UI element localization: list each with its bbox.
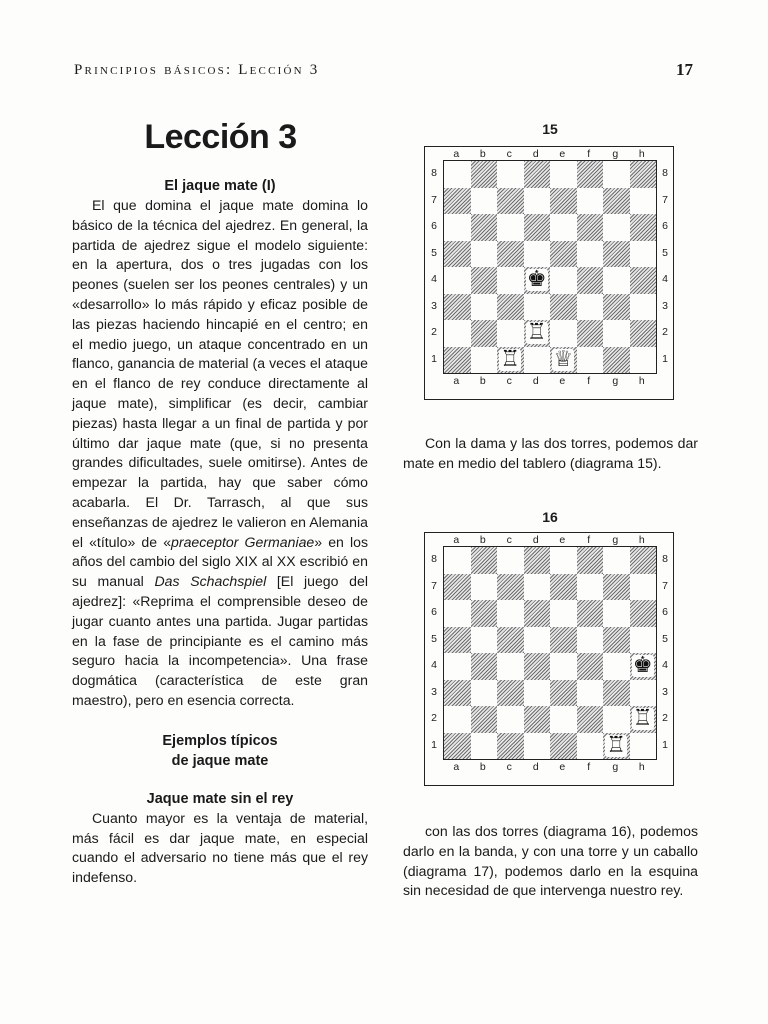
intro-text-b: » en los años del cambio del siglo XIX al XX escribió en su manual — [72, 533, 369, 590]
rank-label-6: 6 — [662, 606, 668, 619]
file-label-e: e — [559, 148, 566, 160]
square-g4 — [603, 653, 630, 680]
square-d4 — [524, 653, 551, 680]
square-h8 — [630, 161, 657, 188]
square-h6 — [630, 214, 657, 241]
square-h7 — [630, 574, 657, 601]
square-f2 — [577, 320, 604, 347]
square-e7 — [550, 188, 577, 215]
rank-label-4: 4 — [662, 273, 668, 286]
rank-label-7: 7 — [662, 579, 668, 592]
square-h1 — [630, 347, 657, 374]
diagram15-frame — [424, 146, 674, 400]
square-h6 — [630, 600, 657, 627]
square-b7 — [471, 574, 498, 601]
square-c6 — [497, 214, 524, 241]
square-f6 — [577, 600, 604, 627]
file-label-b: b — [479, 375, 486, 387]
square-d8 — [524, 161, 551, 188]
rank-label-7: 7 — [431, 579, 437, 592]
square-b1 — [471, 347, 498, 374]
square-h5 — [630, 241, 657, 268]
rank-label-4: 4 — [662, 659, 668, 672]
square-g7 — [603, 574, 630, 601]
page-number: 17 — [676, 60, 693, 79]
rank-label-5: 5 — [431, 246, 437, 259]
rank-label-6: 6 — [431, 220, 437, 233]
diagram-15-caption — [403, 434, 698, 474]
square-e6 — [550, 600, 577, 627]
square-g1 — [603, 733, 630, 760]
square-g6 — [603, 600, 630, 627]
rank-label-6: 6 — [431, 606, 437, 619]
intro-italic-praeceptor: praeceptor Germaniae — [171, 533, 315, 550]
file-label-f: f — [587, 375, 591, 387]
square-h4 — [630, 653, 657, 680]
square-b3 — [471, 294, 498, 321]
square-c2 — [497, 706, 524, 733]
square-d2 — [524, 706, 551, 733]
file-label-d: d — [532, 534, 539, 546]
square-d8 — [524, 547, 551, 574]
square-a3 — [444, 294, 471, 321]
square-c3 — [497, 294, 524, 321]
square-a7 — [444, 188, 471, 215]
file-label-c: c — [506, 761, 512, 773]
diagram-16-caption — [403, 822, 698, 901]
file-label-f: f — [587, 148, 591, 160]
section-heading-ejemplos-2: de jaque mate — [171, 752, 269, 769]
square-d4 — [524, 267, 551, 294]
rank-label-8: 8 — [431, 553, 437, 566]
square-d3 — [524, 294, 551, 321]
file-label-b: b — [479, 761, 486, 773]
square-e3 — [550, 294, 577, 321]
rank-label-8: 8 — [431, 167, 437, 180]
square-a6 — [444, 600, 471, 627]
square-f3 — [577, 680, 604, 707]
square-a2 — [444, 320, 471, 347]
square-h7 — [630, 188, 657, 215]
rank-label-1: 1 — [662, 352, 668, 365]
square-d5 — [524, 241, 551, 268]
rank-label-2: 2 — [431, 326, 437, 339]
running-header: Principios básicos: Lección 3 — [74, 62, 320, 78]
piece-c1: ♖ — [500, 346, 521, 372]
square-c4 — [497, 267, 524, 294]
square-b5 — [471, 241, 498, 268]
file-label-b: b — [479, 534, 486, 546]
file-label-a: a — [453, 534, 460, 546]
intro-text-a: El que domina el jaque mate domina lo básico de la técnica del ajedrez. En general, la partida de ajedrez sigue el modelo siguiente: en la apertura, dos o tres jugadas con los peones (suelen ser los peones centrales) y un «desarrollo» lo más rápido y eficaz posible de las piezas haciendo hincapié en el centro; en el medio juego, un ataque concentrado en un flanco, ganancia de material (a veces el ataque en el flanco de rey conduce directamente al jaque mate), simplificar (es decir, cambiar piezas) hasta llegar a un final de partida y por último dar jaque mate (que, si no presenta grandes dificultades, suele omitirse). Antes de empezar la partida, hay que saber cómo acabarla. El Dr. Tarrasch, al que sus enseñanzas de ajedrez le valieron en Alemania el «título» de « — [72, 197, 368, 550]
square-f7 — [577, 574, 604, 601]
rank-label-4: 4 — [431, 273, 437, 286]
square-b3 — [471, 680, 498, 707]
square-h2 — [630, 320, 657, 347]
square-a1 — [444, 733, 471, 760]
rank-label-5: 5 — [431, 632, 437, 645]
file-label-c: c — [506, 375, 512, 387]
square-g3 — [603, 680, 630, 707]
left-column — [72, 176, 368, 888]
square-c7 — [497, 188, 524, 215]
square-c7 — [497, 574, 524, 601]
file-label-h: h — [638, 534, 645, 546]
square-d3 — [524, 680, 551, 707]
square-b4 — [471, 653, 498, 680]
square-f5 — [577, 627, 604, 654]
square-e7 — [550, 574, 577, 601]
square-e4 — [550, 653, 577, 680]
square-b7 — [471, 188, 498, 215]
square-e8 — [550, 161, 577, 188]
square-f4 — [577, 653, 604, 680]
square-c8 — [497, 547, 524, 574]
rank-label-8: 8 — [662, 553, 668, 566]
square-b2 — [471, 706, 498, 733]
file-label-d: d — [532, 148, 539, 160]
square-a5 — [444, 627, 471, 654]
square-c5 — [497, 241, 524, 268]
rank-label-7: 7 — [431, 193, 437, 206]
piece-d2: ♖ — [526, 320, 547, 346]
file-label-c: c — [506, 148, 512, 160]
square-c6 — [497, 600, 524, 627]
square-a4 — [444, 653, 471, 680]
square-a7 — [444, 574, 471, 601]
lesson-title: Lección 3 — [144, 118, 297, 156]
square-d7 — [524, 188, 551, 215]
square-g8 — [603, 161, 630, 188]
file-label-h: h — [638, 375, 645, 387]
square-f3 — [577, 294, 604, 321]
square-d6 — [524, 214, 551, 241]
square-c1 — [497, 733, 524, 760]
square-f5 — [577, 241, 604, 268]
square-c3 — [497, 680, 524, 707]
square-h5 — [630, 627, 657, 654]
square-e8 — [550, 547, 577, 574]
file-label-b: b — [479, 148, 486, 160]
square-g6 — [603, 214, 630, 241]
file-label-a: a — [453, 148, 460, 160]
square-a1 — [444, 347, 471, 374]
square-d6 — [524, 600, 551, 627]
square-a5 — [444, 241, 471, 268]
square-h4 — [630, 267, 657, 294]
square-f4 — [577, 267, 604, 294]
diagram16-frame — [424, 532, 674, 786]
square-b6 — [471, 214, 498, 241]
section-heading-ejemplos-1: Ejemplos típicos — [162, 732, 278, 749]
file-label-a: a — [453, 375, 460, 387]
rank-label-3: 3 — [431, 685, 437, 698]
square-g8 — [603, 547, 630, 574]
square-b6 — [471, 600, 498, 627]
square-f1 — [577, 733, 604, 760]
intro-italic-schachspiel: Das Schachspiel — [154, 573, 267, 590]
square-g5 — [603, 241, 630, 268]
square-e6 — [550, 214, 577, 241]
square-b8 — [471, 547, 498, 574]
square-c2 — [497, 320, 524, 347]
square-f8 — [577, 547, 604, 574]
square-d7 — [524, 574, 551, 601]
square-a8 — [444, 161, 471, 188]
piece-e1: ♕ — [553, 346, 574, 372]
section-heading-jaque-mate: El jaque mate (I) — [164, 178, 276, 194]
square-f1 — [577, 347, 604, 374]
rank-label-1: 1 — [662, 738, 668, 751]
file-label-e: e — [559, 534, 566, 546]
diagram-16-caption-text: con las dos torres (diagrama 16), podemos darlo en la banda, y con una torre y un caballo (diagrama 17), podemos darlo en la esquina sin necesidad de que intervenga nuestro rey. — [403, 823, 698, 899]
square-b1 — [471, 733, 498, 760]
file-label-d: d — [532, 761, 539, 773]
file-label-g: g — [612, 761, 619, 773]
square-e1 — [550, 733, 577, 760]
intro-text-c: [El juego del ajedrez]: «Reprima el comprensible deseo de jugar cuanto antes una partida. Jugar partidas en la fase de principiante es el camino más seguro hacia la incompetencia». Una frase dogmática (característica de este gran maestro), pero en esencia correcta. — [72, 573, 368, 708]
square-f7 — [577, 188, 604, 215]
square-h8 — [630, 547, 657, 574]
rank-label-1: 1 — [431, 352, 437, 365]
file-label-c: c — [506, 534, 512, 546]
intro-paragraph — [72, 196, 368, 711]
rank-label-2: 2 — [662, 712, 668, 725]
square-a2 — [444, 706, 471, 733]
square-d5 — [524, 627, 551, 654]
square-a3 — [444, 680, 471, 707]
square-f8 — [577, 161, 604, 188]
square-c5 — [497, 627, 524, 654]
file-label-f: f — [587, 534, 591, 546]
square-d1 — [524, 733, 551, 760]
square-g3 — [603, 294, 630, 321]
file-label-d: d — [532, 375, 539, 387]
diagram-16-number: 16 — [542, 509, 558, 525]
square-d1 — [524, 347, 551, 374]
square-e5 — [550, 241, 577, 268]
diagram15-board — [443, 160, 657, 374]
square-g2 — [603, 706, 630, 733]
rank-label-4: 4 — [431, 659, 437, 672]
rank-label-7: 7 — [662, 193, 668, 206]
square-e2 — [550, 706, 577, 733]
square-a6 — [444, 214, 471, 241]
square-h2 — [630, 706, 657, 733]
piece-d4: ♚ — [526, 267, 547, 293]
square-f6 — [577, 214, 604, 241]
square-b8 — [471, 161, 498, 188]
square-h1 — [630, 733, 657, 760]
square-e2 — [550, 320, 577, 347]
square-e5 — [550, 627, 577, 654]
file-label-h: h — [638, 148, 645, 160]
rank-label-3: 3 — [431, 299, 437, 312]
piece-h2: ♖ — [632, 706, 653, 732]
file-label-g: g — [612, 148, 619, 160]
square-c8 — [497, 161, 524, 188]
rank-label-6: 6 — [662, 220, 668, 233]
rank-label-5: 5 — [662, 246, 668, 259]
square-a4 — [444, 267, 471, 294]
subheading-sin-rey: Jaque mate sin el rey — [146, 790, 294, 807]
file-label-e: e — [559, 375, 566, 387]
rank-label-8: 8 — [662, 167, 668, 180]
diagram-15-caption-text: Con la dama y las dos torres, podemos dar mate en medio del tablero (diagrama 15). — [403, 435, 698, 471]
file-label-e: e — [559, 761, 566, 773]
square-c4 — [497, 653, 524, 680]
piece-g1: ♖ — [606, 732, 627, 758]
square-g1 — [603, 347, 630, 374]
square-f2 — [577, 706, 604, 733]
file-label-g: g — [612, 375, 619, 387]
square-c1 — [497, 347, 524, 374]
rank-label-2: 2 — [431, 712, 437, 725]
square-e1 — [550, 347, 577, 374]
file-label-a: a — [453, 761, 460, 773]
piece-h4: ♚ — [632, 653, 653, 679]
file-label-h: h — [638, 761, 645, 773]
rank-label-1: 1 — [431, 738, 437, 751]
square-e3 — [550, 680, 577, 707]
rank-label-2: 2 — [662, 326, 668, 339]
diagram-15-number: 15 — [542, 121, 558, 137]
square-h3 — [630, 294, 657, 321]
square-h3 — [630, 680, 657, 707]
square-d2 — [524, 320, 551, 347]
file-label-g: g — [612, 534, 619, 546]
sin-rey-paragraph: Cuanto mayor es la ventaja de material, más fácil es dar jaque mate, en especial cuando el adversario no tiene más que el rey indefenso. — [72, 809, 368, 886]
square-b2 — [471, 320, 498, 347]
square-g7 — [603, 188, 630, 215]
square-g4 — [603, 267, 630, 294]
square-e4 — [550, 267, 577, 294]
rank-label-3: 3 — [662, 299, 668, 312]
square-a8 — [444, 547, 471, 574]
square-g2 — [603, 320, 630, 347]
square-b4 — [471, 267, 498, 294]
rank-label-3: 3 — [662, 685, 668, 698]
square-g5 — [603, 627, 630, 654]
diagram16-board — [443, 546, 657, 760]
rank-label-5: 5 — [662, 632, 668, 645]
square-b5 — [471, 627, 498, 654]
file-label-f: f — [587, 761, 591, 773]
